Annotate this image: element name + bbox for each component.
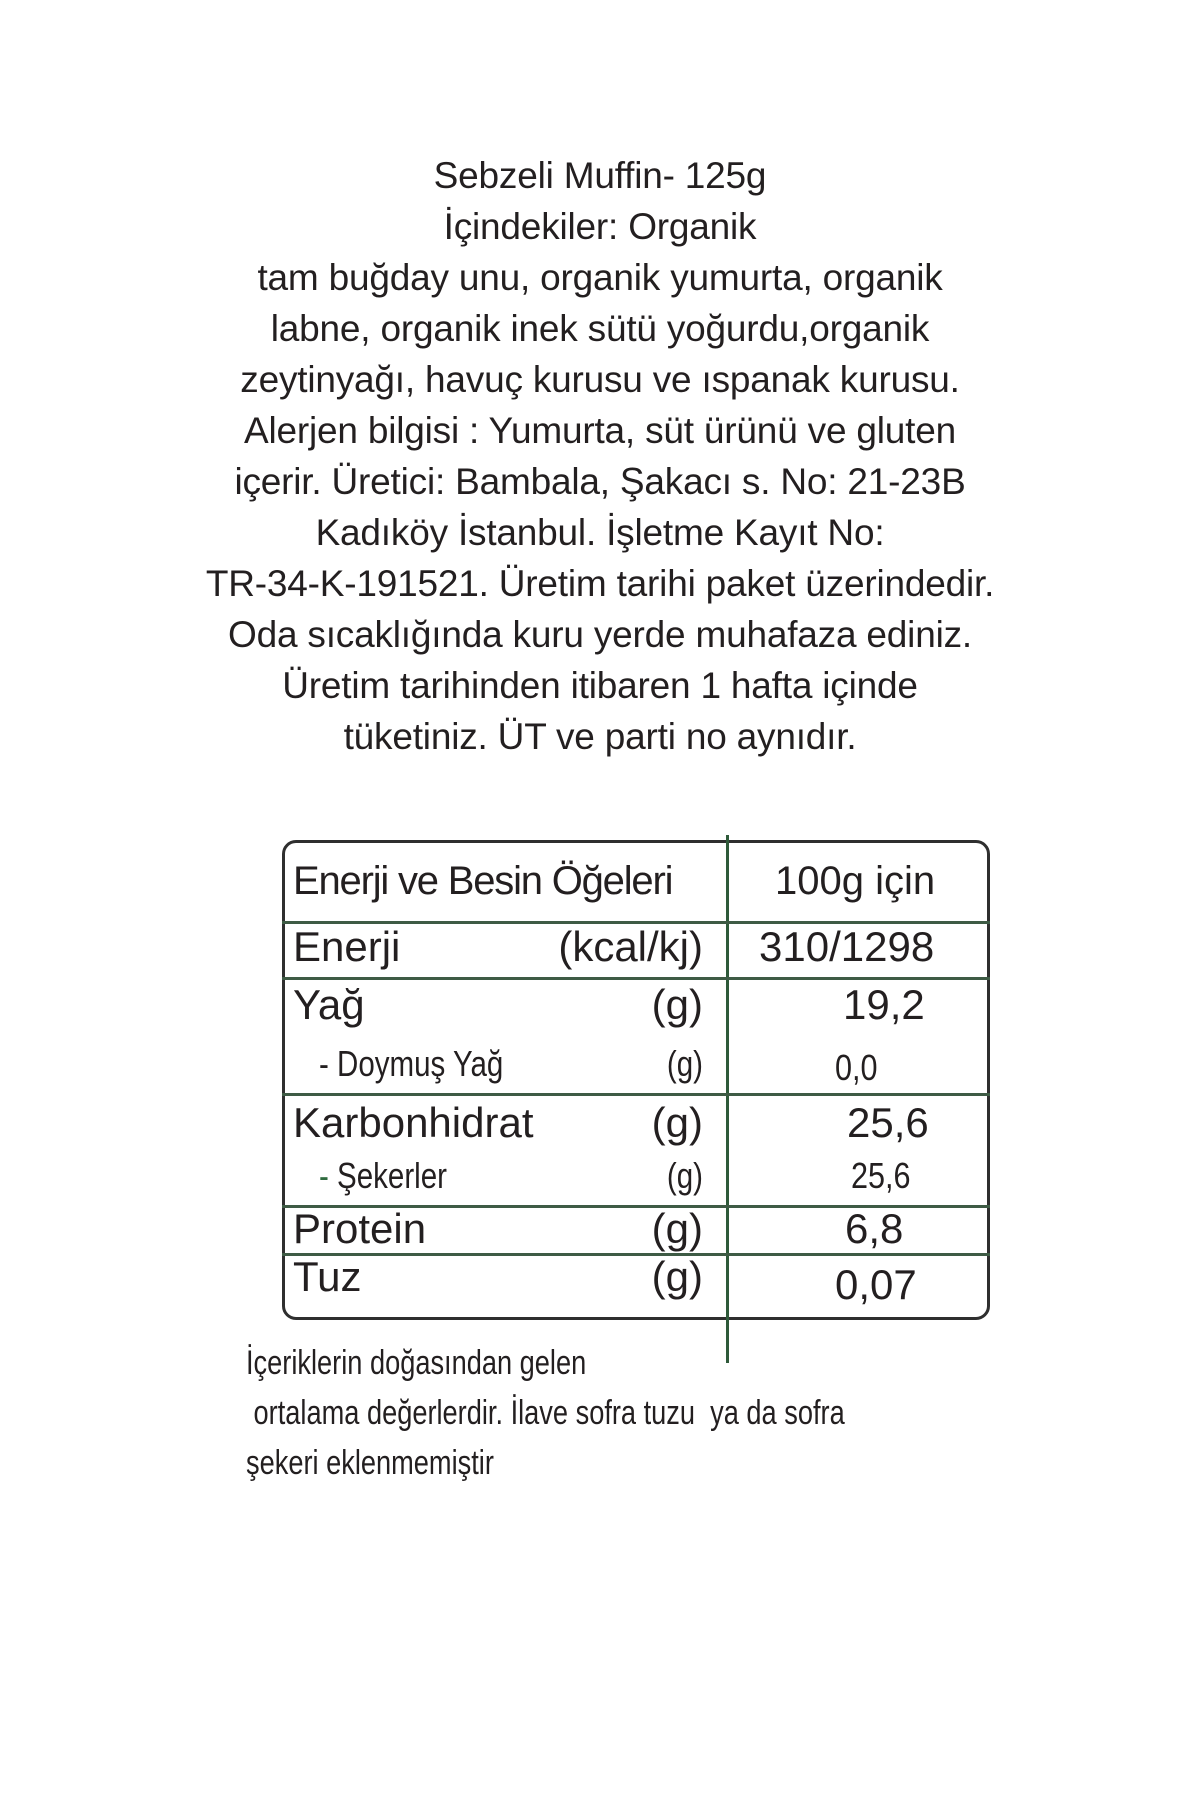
nutrient-value: 310/1298 — [759, 923, 935, 970]
nutrition-header-per: 100g için — [775, 859, 936, 903]
nutrient-unit: (g) — [651, 1205, 703, 1252]
footnote-line: İçeriklerin doğasından gelen — [246, 1344, 587, 1382]
nutrient-value: 0,0 — [835, 1047, 878, 1088]
nutrient-value: 6,8 — [845, 1205, 904, 1252]
ingredients-line: labne, organik inek sütü yoğurdu,organik — [270, 308, 930, 349]
column-divider — [726, 835, 729, 1363]
storage-line: Oda sıcaklığında kuru yerde muhafaza ediniz. — [228, 614, 972, 655]
footnote — [246, 1338, 854, 1488]
nutrient-name: Protein — [293, 1205, 427, 1252]
nutrient-subname-label: Şekerler — [328, 1155, 447, 1196]
label-text — [0, 150, 1200, 762]
nutrient-name: Karbonhidrat — [293, 1099, 534, 1146]
nutrient-name: Yağ — [293, 981, 365, 1028]
nutrition-table — [282, 840, 990, 1320]
ingredients-line: zeytinyağı, havuç kurusu ve ıspanak kurusu. — [240, 359, 960, 400]
producer-line: içerir. Üretici: Bambala, Şakacı s. No: 21-23B — [234, 461, 966, 502]
nutrient-value: 25,6 — [847, 1099, 929, 1146]
footnote-line: şekeri eklenmemiştir — [246, 1444, 494, 1482]
row-divider — [282, 1253, 990, 1256]
nutrient-name: Tuz — [293, 1253, 362, 1300]
footnote-line: ortalama değerlerdir. İlave sofra tuzu ya da sofra — [246, 1394, 845, 1432]
nutrient-value: 25,6 — [851, 1155, 911, 1196]
registration-line: TR-34-K-191521. Üretim tarihi paket üzerindedir. — [205, 563, 995, 604]
nutrient-subname: - Doymuş Yağ — [319, 1043, 504, 1084]
ingredients-line: tam buğday unu, organik yumurta, organik — [257, 257, 943, 298]
nutrient-unit: (kcal/kj) — [558, 923, 703, 970]
row-divider — [282, 977, 990, 980]
nutrient-unit: (g) — [666, 1155, 703, 1196]
product-title: Sebzeli Muffin- 125g — [433, 155, 767, 196]
producer-line: Kadıköy İstanbul. İşletme Kayıt No: — [315, 512, 885, 553]
sub-dash: - — [319, 1155, 329, 1196]
nutrient-name: Enerji — [293, 923, 401, 970]
ingredients-line: İçindekiler: Organik — [443, 206, 757, 247]
nutrient-subname — [319, 1155, 447, 1197]
nutrition-header-label: Enerji ve Besin Öğeleri — [293, 859, 673, 903]
shelf-life-line: tüketiniz. ÜT ve parti no aynıdır. — [343, 716, 857, 757]
nutrient-unit: (g) — [651, 981, 703, 1028]
nutrient-value: 0,07 — [835, 1261, 917, 1308]
nutrient-unit: (g) — [666, 1043, 703, 1084]
allergen-line: Alerjen bilgisi : Yumurta, süt ürünü ve gluten — [243, 410, 957, 451]
row-divider — [282, 1093, 990, 1096]
nutrient-unit: (g) — [651, 1253, 703, 1300]
nutrient-unit: (g) — [651, 1099, 703, 1146]
nutrient-value: 19,2 — [843, 981, 925, 1028]
shelf-life-line: Üretim tarihinden itibaren 1 hafta içinde — [282, 665, 918, 706]
